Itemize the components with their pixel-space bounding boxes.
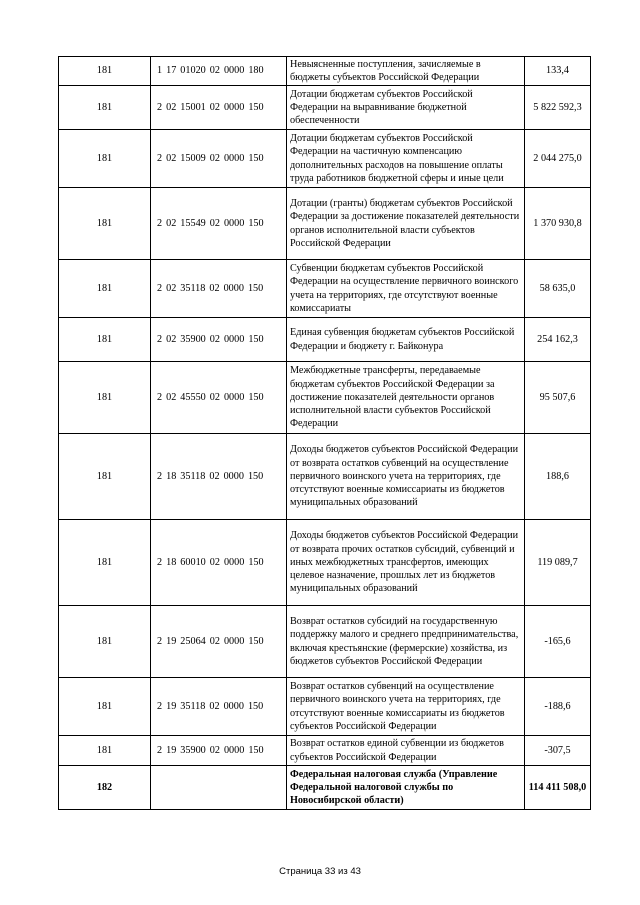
budget-code-cell [151,130,287,188]
budget-code-part: 02 [209,635,220,647]
admin-code-cell: 181 [59,678,151,736]
budget-code-part: 02 [166,101,177,113]
budget-code-part: 2 [157,101,163,113]
budget-code-part: 0000 [223,217,245,229]
budget-code-part: 0000 [223,556,245,568]
budget-code-part: 35118 [180,700,206,712]
table-row [59,86,591,130]
amount-cell: 188,6 [525,434,591,520]
budget-code-cell [151,188,287,260]
budget-code-part: 2 [157,635,163,647]
budget-code-part: 02 [209,470,220,482]
budget-code-part: 2 [157,333,163,345]
budget-code-cell [151,606,287,678]
revenue-name-cell: Доходы бюджетов субъектов Российской Федерации от возврата остатков субвенций на осуществление первичного воинского учета на территориях, где отсутствуют военные комиссариаты из бюджетов муниципальных образований [287,434,525,520]
budget-code-part: 45550 [180,391,206,403]
admin-code-cell: 181 [59,57,151,86]
admin-code-cell: 181 [59,188,151,260]
budget-code-part: 02 [166,217,177,229]
budget-code-cell [151,520,287,606]
budget-code-part: 0000 [223,700,244,712]
budget-code-part: 02 [209,217,220,229]
table-row [59,434,591,520]
budget-code-part: 17 [166,65,177,77]
table-row [59,260,591,318]
admin-code-cell: 182 [59,766,151,810]
budget-code-part: 150 [248,556,264,568]
budget-code-part: 25064 [180,635,206,647]
table-row [59,188,591,260]
page-number: Страница 33 из 43 [279,866,361,877]
revenue-name-cell: Дотации (гранты) бюджетам субъектов Российской Федерации за достижение показателей деятельности органов исполнительной власти субъектов Российской Федерации [287,188,525,260]
table-row [59,766,591,810]
amount-cell: 119 089,7 [525,520,591,606]
budget-code-cell [151,318,287,362]
budget-code-part: 02 [209,152,220,164]
budget-code-part: 02 [209,744,220,756]
table-row [59,736,591,766]
revenue-name-cell: Субвенции бюджетам субъектов Российской Федерации на осуществление первичного воинского учета на территориях, где отсутствуют военные комиссариаты [287,260,525,318]
amount-cell: 2 044 275,0 [525,130,591,188]
budget-code-part: 180 [248,65,264,77]
budget-code-part: 0000 [223,635,245,647]
budget-code-part: 02 [209,556,220,568]
budget-code-part: 15549 [180,217,206,229]
budget-code-part: 2 [157,556,163,568]
budget-code-part: 02 [166,282,177,294]
budget-code-part: 18 [166,556,177,568]
budget-code-part: 150 [248,101,264,113]
budget-code-part: 15009 [180,152,206,164]
budget-code-part: 35118 [180,470,206,482]
budget-code-part: 150 [248,152,264,164]
budget-code-part: 2 [157,700,163,712]
budget-code-part: 02 [166,152,177,164]
amount-cell: -165,6 [525,606,591,678]
budget-code-part: 150 [248,635,264,647]
budget-code-part: 15001 [180,101,206,113]
revenue-name-cell: Дотации бюджетам субъектов Российской Федерации на выравнивание бюджетной обеспеченности [287,86,525,130]
budget-code-part: 150 [248,391,264,403]
budget-code-part: 02 [209,65,220,77]
table-row [59,130,591,188]
amount-cell: 5 822 592,3 [525,86,591,130]
budget-code-part: 150 [247,470,264,482]
revenue-name-cell: Дотации бюджетам субъектов Российской Федерации на частичную компенсацию дополнительных расходов на повышение оплаты труда работников бюджетной сферы и иные цели [287,130,525,188]
amount-cell: 58 635,0 [525,260,591,318]
revenue-name-cell: Возврат остатков субвенций на осуществление первичного воинского учета на территориях, где отсутствуют военные комиссариаты из бюджетов субъектов Российской Федерации [287,678,525,736]
admin-code-cell: 181 [59,86,151,130]
budget-code-part: 150 [248,744,264,756]
amount-cell: 1 370 930,8 [525,188,591,260]
budget-code-part: 02 [166,391,177,403]
revenue-name-cell: Доходы бюджетов субъектов Российской Федерации от возврата прочих остатков субсидий, субвенций и иных межбюджетных трансфертов, имеющих целевое назначение, прошлых лет из бюджетов муниципальных образований [287,520,525,606]
budget-code-cell [151,736,287,766]
budget-code-part: 02 [209,700,220,712]
amount-cell: 133,4 [525,57,591,86]
revenue-name-cell: Возврат остатков субсидий на государственную поддержку малого и среднего предпринимательства, включая крестьянские (фермерские) хозяйства, из бюджетов субъектов Российской Федерации [287,606,525,678]
budget-code-part: 150 [248,333,264,345]
admin-code-cell: 181 [59,260,151,318]
admin-code-cell: 181 [59,736,151,766]
budget-code-part: 2 [157,391,163,403]
budget-code-part: 150 [248,217,264,229]
budget-code-part: 2 [157,470,163,482]
amount-cell: -188,6 [525,678,591,736]
budget-code-cell [151,766,287,810]
budget-code-cell [151,434,287,520]
budget-code-part: 60010 [180,556,206,568]
admin-code-cell: 181 [59,362,151,434]
budget-code-cell [151,86,287,130]
table-row [59,362,591,434]
budget-code-part: 2 [157,217,163,229]
budget-code-cell [151,260,287,318]
admin-code-cell: 181 [59,130,151,188]
budget-code-cell [151,678,287,736]
budget-code-part: 02 [209,282,220,294]
budget-code-part: 02 [166,333,177,345]
budget-code-part: 0000 [223,65,245,77]
amount-cell: 114 411 508,0 [525,766,591,810]
table-row [59,606,591,678]
table-row [59,520,591,606]
admin-code-cell: 181 [59,434,151,520]
amount-cell: 95 507,6 [525,362,591,434]
revenue-name-cell: Возврат остатков единой субвенции из бюджетов субъектов Российской Федерации [287,736,525,766]
budget-code-part: 0000 [223,101,245,113]
amount-cell: -307,5 [525,736,591,766]
budget-code-part: 0000 [223,391,245,403]
budget-code-part: 35118 [180,282,206,294]
budget-code-part: 35900 [180,744,206,756]
table-body [59,57,591,810]
amount-cell: 254 162,3 [525,318,591,362]
budget-code-part: 35900 [180,333,206,345]
budget-code-part: 2 [157,744,163,756]
budget-code-part: 0000 [223,333,245,345]
budget-code-part: 0000 [223,282,244,294]
revenue-name-cell: Единая субвенция бюджетам субъектов Российской Федерации и бюджету г. Байконура [287,318,525,362]
budget-code-cell [151,57,287,86]
budget-code-part: 1 [157,65,163,77]
admin-code-cell: 181 [59,606,151,678]
table-row [59,57,591,86]
revenue-name-cell: Межбюджетные трансферты, передаваемые бюджетам субъектов Российской Федерации за достижение показателей деятельности органов исполнительной власти субъектов Российской Федерации [287,362,525,434]
budget-code-part: 19 [166,700,177,712]
table-row [59,318,591,362]
admin-code-cell: 181 [59,520,151,606]
revenue-table [58,56,591,810]
budget-code-cell [151,362,287,434]
budget-code-part: 01020 [180,65,206,77]
revenue-name-cell: Невыясненные поступления, зачисляемые в бюджеты субъектов Российской Федерации [287,57,525,86]
table-row [59,678,591,736]
budget-code-part: 19 [166,635,177,647]
budget-code-part: 150 [247,700,264,712]
budget-code-part: 2 [157,282,163,294]
budget-code-part: 02 [209,101,220,113]
budget-code-part: 150 [247,282,264,294]
budget-code-part: 2 [157,152,163,164]
admin-code-cell: 181 [59,318,151,362]
budget-code-part: 02 [209,333,220,345]
budget-code-part: 0000 [223,744,245,756]
budget-code-part: 19 [166,744,177,756]
budget-code-part: 18 [166,470,177,482]
budget-code-part: 0000 [223,470,244,482]
budget-code-part: 02 [209,391,220,403]
revenue-name-cell: Федеральная налоговая служба (Управление Федеральной налоговой службы по Новосибирской области) [287,766,525,810]
budget-code-part: 0000 [223,152,245,164]
